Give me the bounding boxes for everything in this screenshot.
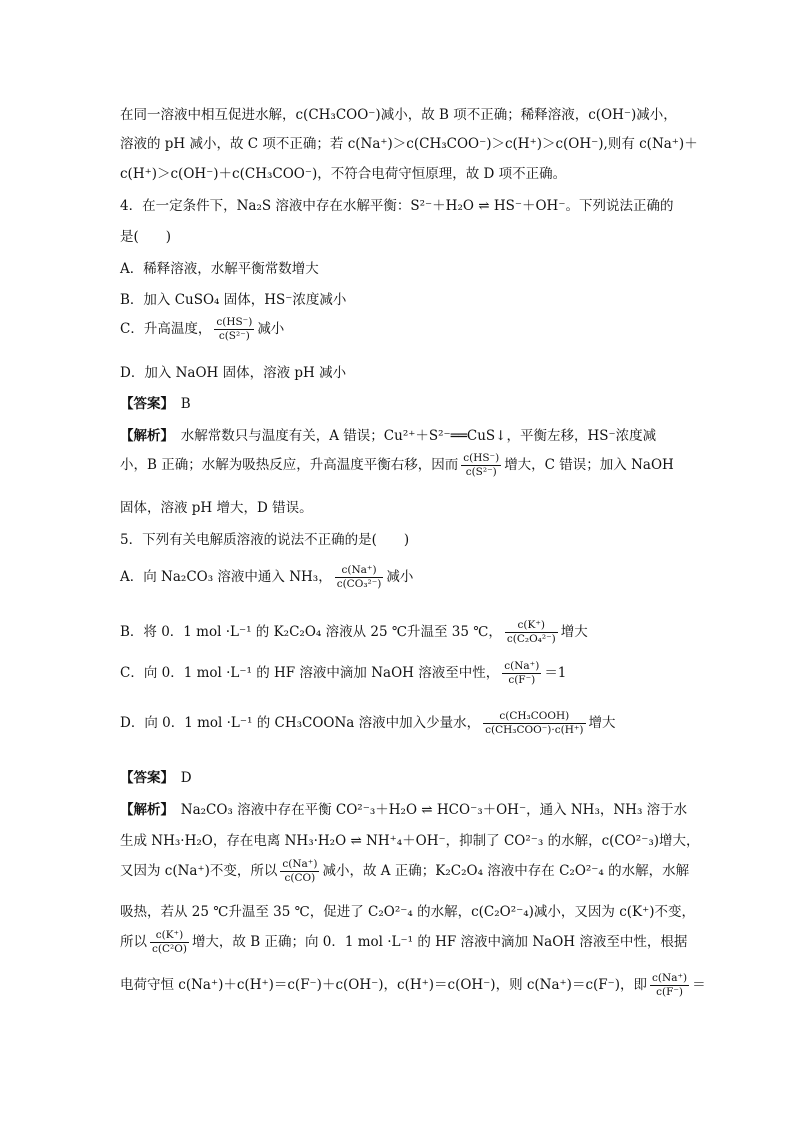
fraction-denominator: c(S²⁻) [465,466,497,478]
explanation-4-line: 固体，溶液 pH 增大，D 错误。 [120,500,313,516]
fraction-denominator: c(S²⁻) [218,330,250,342]
text-line: 溶液的 pH 减小，故 C 项不正确；若 c(Na⁺)＞c(CH₃COO⁻)＞c(H⁺)＞c(OH⁻),则有 c(Na⁺)＋ [120,136,698,152]
option-5c [120,660,566,687]
fraction [280,858,319,885]
option-5d [120,710,616,737]
fraction [214,316,254,343]
option-4c-text: C．升高温度， [120,321,212,337]
fraction-numerator: c(CH₃COOH) [483,710,585,724]
explanation-4-line [120,426,656,446]
option-5b [120,619,588,646]
option-4c [120,316,284,343]
explanation-5-line: 生成 NH₃·H₂O，存在电离 NH₃·H₂O ⇌ NH⁺₄＋OH⁻，抑制了 CO²⁻₃ 的水解，c(CO²⁻₃)增大， [120,833,700,849]
answer-label: 【答案】 [120,396,168,412]
explanation-5-line [120,858,689,885]
option-4d: D．加入 NaOH 固体，溶液 pH 减小 [120,365,347,381]
answer-value: D [180,770,192,786]
answer-4 [120,394,191,414]
fraction [461,452,501,479]
question-5-stem: 5．下列有关电解质溶液的说法不正确的是( ) [120,532,410,548]
fraction [505,619,558,646]
explanation-4-line [120,452,674,479]
explanation-5-line [120,972,706,999]
fraction-denominator: c(CH₃COO⁻)·c(H⁺) [485,724,584,736]
explanation-label: 【解析】 [120,802,168,818]
explanation-text: 小，B 正确；水解为吸热反应，升高温度平衡右移，因而 [120,457,459,473]
option-suffix: 增大 [588,715,616,731]
fraction-numerator: c(Na⁺) [335,564,384,578]
fraction-denominator: c(CO₃²⁻) [336,578,382,590]
option-suffix: 增大 [560,624,588,640]
answer-value: B [180,396,191,412]
option-5a [120,564,413,591]
fraction-denominator: c(CO) [284,872,316,884]
text-line: c(H⁺)＞c(OH⁻)＋c(CH₃COO⁻)，不符合电荷守恒原理，故 D 项不正确。 [120,166,567,182]
option-4a: A．稀释溶液，水解平衡常数增大 [120,261,319,277]
option-4b: B．加入 CuSO₄ 固体，HS⁻浓度减小 [120,292,347,308]
explanation-text: ＝ [692,977,706,993]
explanation-label: 【解析】 [120,428,168,444]
fraction-denominator: c(F⁻) [656,986,684,998]
fraction-numerator: c(K⁺) [150,929,189,943]
question-4-stem-end: 是( ) [120,229,172,245]
question-4-stem: 4．在一定条件下，Na₂S 溶液中存在水解平衡：S²⁻＋H₂O ⇌ HS⁻＋OH⁻。下列说法正确的 [120,198,674,214]
explanation-text: Na₂CO₃ 溶液中存在平衡 CO²⁻₃＋H₂O ⇌ HCO⁻₃＋OH⁻，通入 NH₃，NH₃ 溶于水 [180,802,688,818]
fraction [150,929,189,956]
fraction-numerator: c(HS⁻) [216,316,253,328]
fraction [483,710,585,737]
option-4c-suffix: 减小 [257,321,285,337]
option-text: B．将 0．1 mol ·L⁻¹ 的 K₂C₂O₄ 溶液从 25 ℃升温至 35 ℃， [120,624,502,640]
explanation-5-line [120,800,687,820]
answer-5 [120,768,192,788]
fraction [502,660,541,687]
explanation-text: 水解常数只与温度有关，A 错误；Cu²⁺＋S²⁻══CuS↓，平衡左移，HS⁻浓度减 [180,428,657,444]
explanation-text: 电荷守恒 c(Na⁺)＋c(H⁺)＝c(F⁻)＋c(OH⁻)，c(H⁺)＝c(OH⁻)，则 c(Na⁺)＝c(F⁻)，即 [120,977,648,993]
fraction-numerator: c(K⁺) [505,619,558,633]
explanation-text: 所以 [120,934,147,950]
fraction-numerator: c(Na⁺) [652,972,688,984]
fraction [650,972,689,999]
option-text: C．向 0．1 mol ·L⁻¹ 的 HF 溶液中滴加 NaOH 溶液至中性， [120,665,500,681]
explanation-text: 增大，故 B 正确；向 0．1 mol ·L⁻¹ 的 HF 溶液中滴加 NaOH 溶液至中性，根据 [191,934,688,950]
option-text: D．向 0．1 mol ·L⁻¹ 的 CH₃COONa 溶液中加入少量水， [120,715,481,731]
fraction-denominator: c(C₂O₄²⁻) [506,633,556,645]
option-suffix: 减小 [386,569,414,585]
fraction-denominator: c(F⁻) [508,674,536,686]
explanation-5-line [120,929,687,956]
text-line: 在同一溶液中相互促进水解，c(CH₃COO⁻)减小，故 B 项不正确；稀释溶液，c(OH⁻)减小， [120,107,677,123]
fraction-numerator: c(Na⁺) [504,660,540,672]
answer-label: 【答案】 [120,770,168,786]
fraction-numerator: c(HS⁻) [463,452,500,464]
option-suffix: ＝1 [544,665,567,681]
explanation-text: 减小，故 A 正确；K₂C₂O₄ 溶液中存在 C₂O²⁻₄ 的水解，水解 [322,863,690,879]
explanation-text: 增大，C 错误；加入 NaOH [504,457,674,473]
fraction-denominator: c(C²O) [152,943,187,955]
fraction [335,564,384,591]
fraction-numerator: c(Na⁺) [282,858,318,870]
explanation-text: 又因为 c(Na⁺)不变，所以 [120,863,278,879]
explanation-5-line: 吸热，若从 25 ℃升温至 35 ℃，促进了 C₂O²⁻₄ 的水解，c(C₂O²⁻₄)减小，又因为 c(K⁺)不变， [120,904,696,920]
option-text: A．向 Na₂CO₃ 溶液中通入 NH₃， [120,569,332,585]
